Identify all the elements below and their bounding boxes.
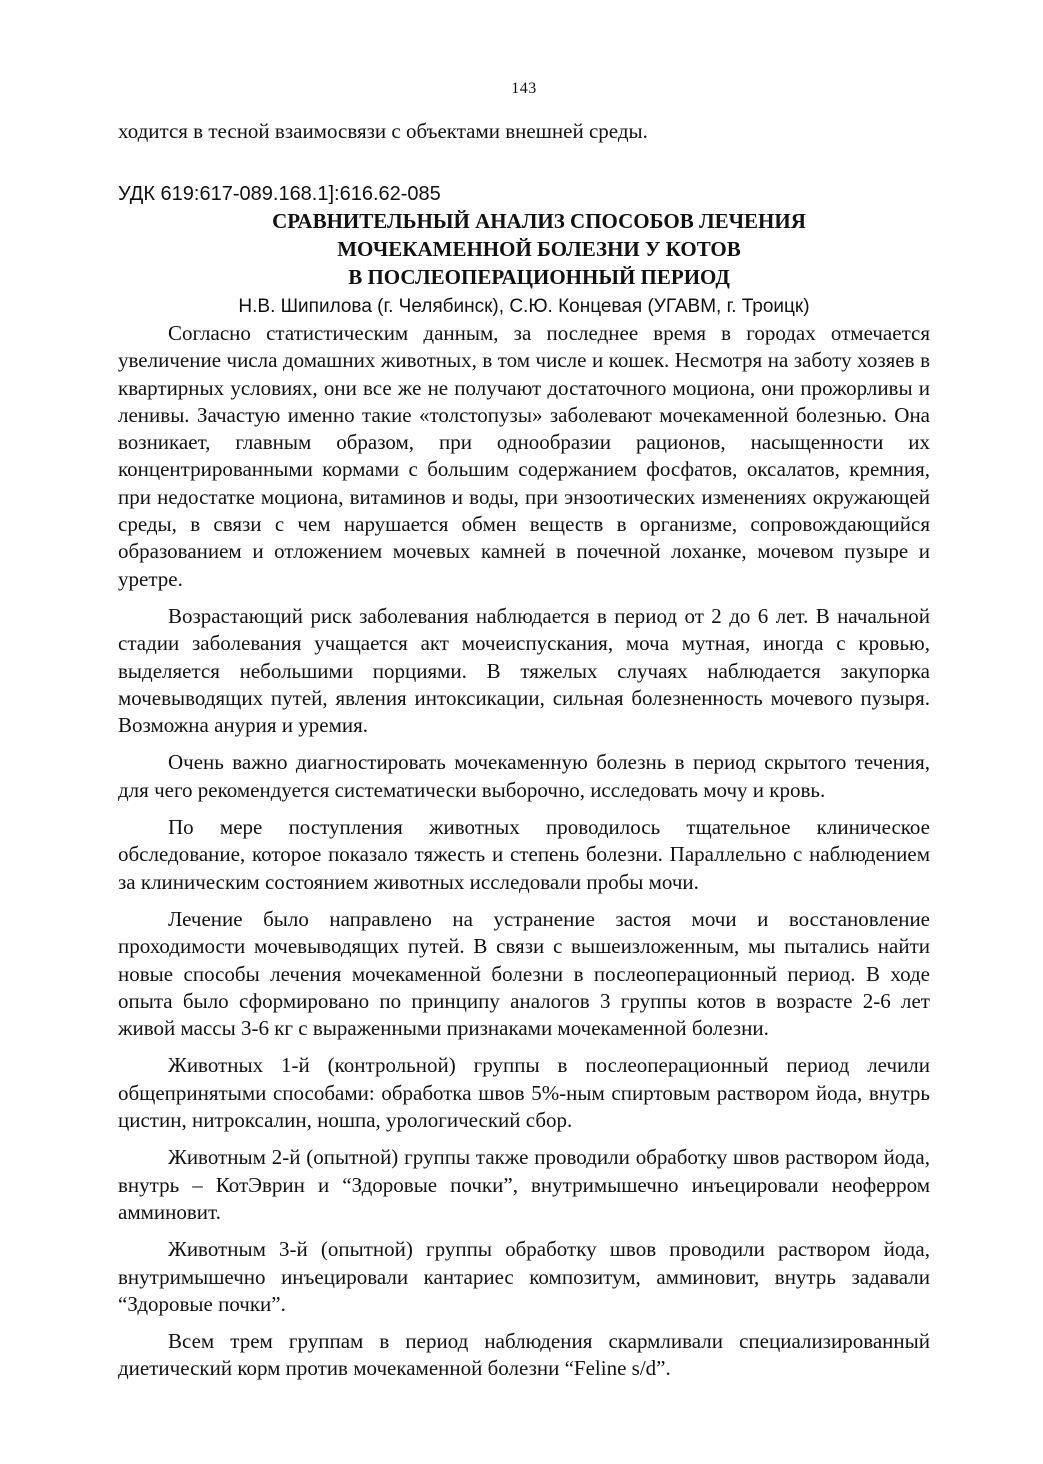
title-line: МОЧЕКАМЕННОЙ БОЛЕЗНИ У КОТОВ	[337, 237, 741, 261]
body-paragraph: Животных 1-й (контрольной) группы в послеоперационный период лечили общепринятыми способами: обработка швов 5%-ным спиртовым раствором йода, внутрь цистин, нитроксалин, ношпа, урологический сбор.	[118, 1053, 930, 1133]
authors: Н.В. Шипилова (г. Челябинск), С.Ю. Концевая (УГАВМ, г. Троицк)	[238, 296, 810, 317]
udc-code: УДК 619:617-089.168.1]:616.62-085	[118, 183, 441, 205]
body-paragraph: Животным 3-й (опытной) группы обработку швов проводили раствором йода, внутримышечно инъецировали кантариес композитум, амминовит, внутрь задавали “Здоровые почки”.	[118, 1237, 930, 1316]
title-line: СРАВНИТЕЛЬНЫЙ АНАЛИЗ СПОСОБОВ ЛЕЧЕНИЯ	[272, 209, 806, 233]
body-paragraph: По мере поступления животных проводилось тщательное клиническое обследование, которое показало тяжесть и степень болезни. Параллельно с наблюдением за клиническим состоянием животных исследовали пробы мочи.	[118, 815, 930, 894]
body-paragraph: Животным 2-й (опытной) группы также проводили обработку швов раствором йода, внутрь – КотЭврин и “Здоровые почки”, внутримышечно инъецировали неоферром амминовит.	[118, 1145, 930, 1224]
document-page	[118, 80, 930, 1393]
body-paragraph: Возрастающий риск заболевания наблюдается в период от 2 до 6 лет. В начальной стадии заболевания учащается акт мочеиспускания, моча мутная, иногда с кровью, выделяется небольшими порциями. В тяжелых случаях наблюдается закупорка мочевыводящих путей, явления интоксикации, сильная болезненность мочевого пузыря. Возможна анурия и уремия.	[118, 603, 930, 738]
page-number: 143	[511, 80, 537, 97]
body-paragraph: Согласно статистическим данным, за последнее время в городах отмечается увеличение числа домашних животных, в том числе и кошек. Несмотря на заботу хозяев в квартирных условиях, они все же не получают достаточного моциона, они прожорливы и ленивы. Зачастую именно такие «толстопузы» заболевают мочекаменной болезнью. Она возникает, главным образом, при однообразии рационов, насыщенности их концентрированными кормами с большим содержанием фосфатов, оксалатов, кремния, при недостатке моциона, витаминов и воды, при энзоотических изменениях окружающей среды, в связи с чем нарушается обмен веществ в организме, сопровождающийся образованием и отложением мочевых камней в почечной лоханке, мочевом пузыре и уретре.	[118, 321, 930, 591]
body-paragraph: Всем трем группам в период наблюдения скармливали специализированный диетический корм против мочекаменной болезни “Feline s/d”.	[118, 1329, 930, 1381]
article-title	[118, 207, 930, 291]
body-paragraph: Лечение было направлено на устранение застоя мочи и восстановление проходимости мочевыводящих путей. В связи с вышеизложенным, мы пытались найти новые способы лечения мочекаменной болезни в послеоперационный период. В ходе опыта было сформировано по принципу аналогов 3 группы котов в возрасте 2-6 лет живой массы 3-6 кг с выраженными признаками мочекаменной болезни.	[118, 906, 930, 1041]
title-line: В ПОСЛЕОПЕРАЦИОННЫЙ ПЕРИОД	[348, 265, 730, 289]
body-paragraph: Очень важно диагностировать мочекаменную болезнь в период скрытого течения, для чего рекомендуется систематически выборочно, исследовать мочу и кровь.	[118, 750, 930, 802]
continuation-text: ходится в тесной взаимосвязи с объектами внешней среды.	[118, 119, 648, 143]
